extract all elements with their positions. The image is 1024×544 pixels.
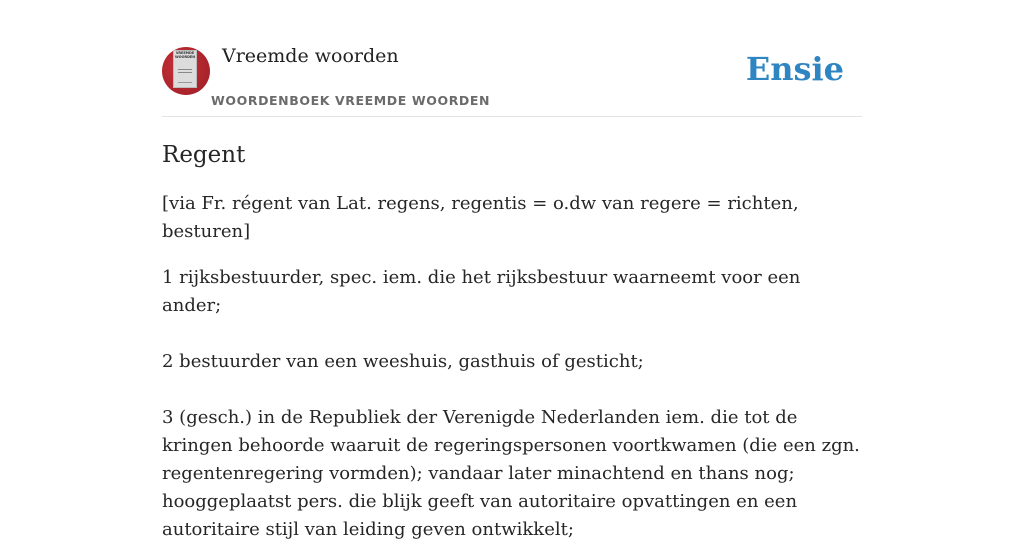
entry-definition-3: 3 (gesch.) in de Republiek der Verenigde Nederlanden iem. die tot de kringen behoorde waaruit de regeringspersonen voortkwamen (die een zgn. regentenregering vormden); vandaar later minachtend en thans nog; hooggeplaatst pers. die blijk geeft van autoritaire opvattingen en een autoritaire stijl van leiding geven ontwikkelt; (162, 407, 860, 540)
entry-term: Regent (162, 142, 246, 168)
book-cover-lines (178, 69, 192, 70)
ensie-logo[interactable]: Ensie (745, 50, 844, 88)
entry-definition-2: 2 bestuurder van een weeshuis, gasthuis of gesticht; (162, 351, 644, 372)
book-cover-icon (173, 50, 197, 88)
dictionary-avatar[interactable] (162, 47, 210, 95)
site-header (162, 44, 862, 117)
entry-etymology: [via Fr. régent van Lat. regens, regentis = o.dw van regere = richten, besturen] (162, 193, 799, 242)
dictionary-name-link[interactable]: Vreemde woorden (222, 45, 399, 67)
book-cover-title: VREEMDE WOORDEN (175, 51, 196, 59)
entry-content (162, 138, 862, 544)
entry-definition-1: 1 rijksbestuurder, spec. iem. die het rijksbestuur waarneemt voor een ander; (162, 267, 801, 316)
dictionary-subtitle: WOORDENBOEK VREEMDE WOORDEN (211, 93, 491, 108)
